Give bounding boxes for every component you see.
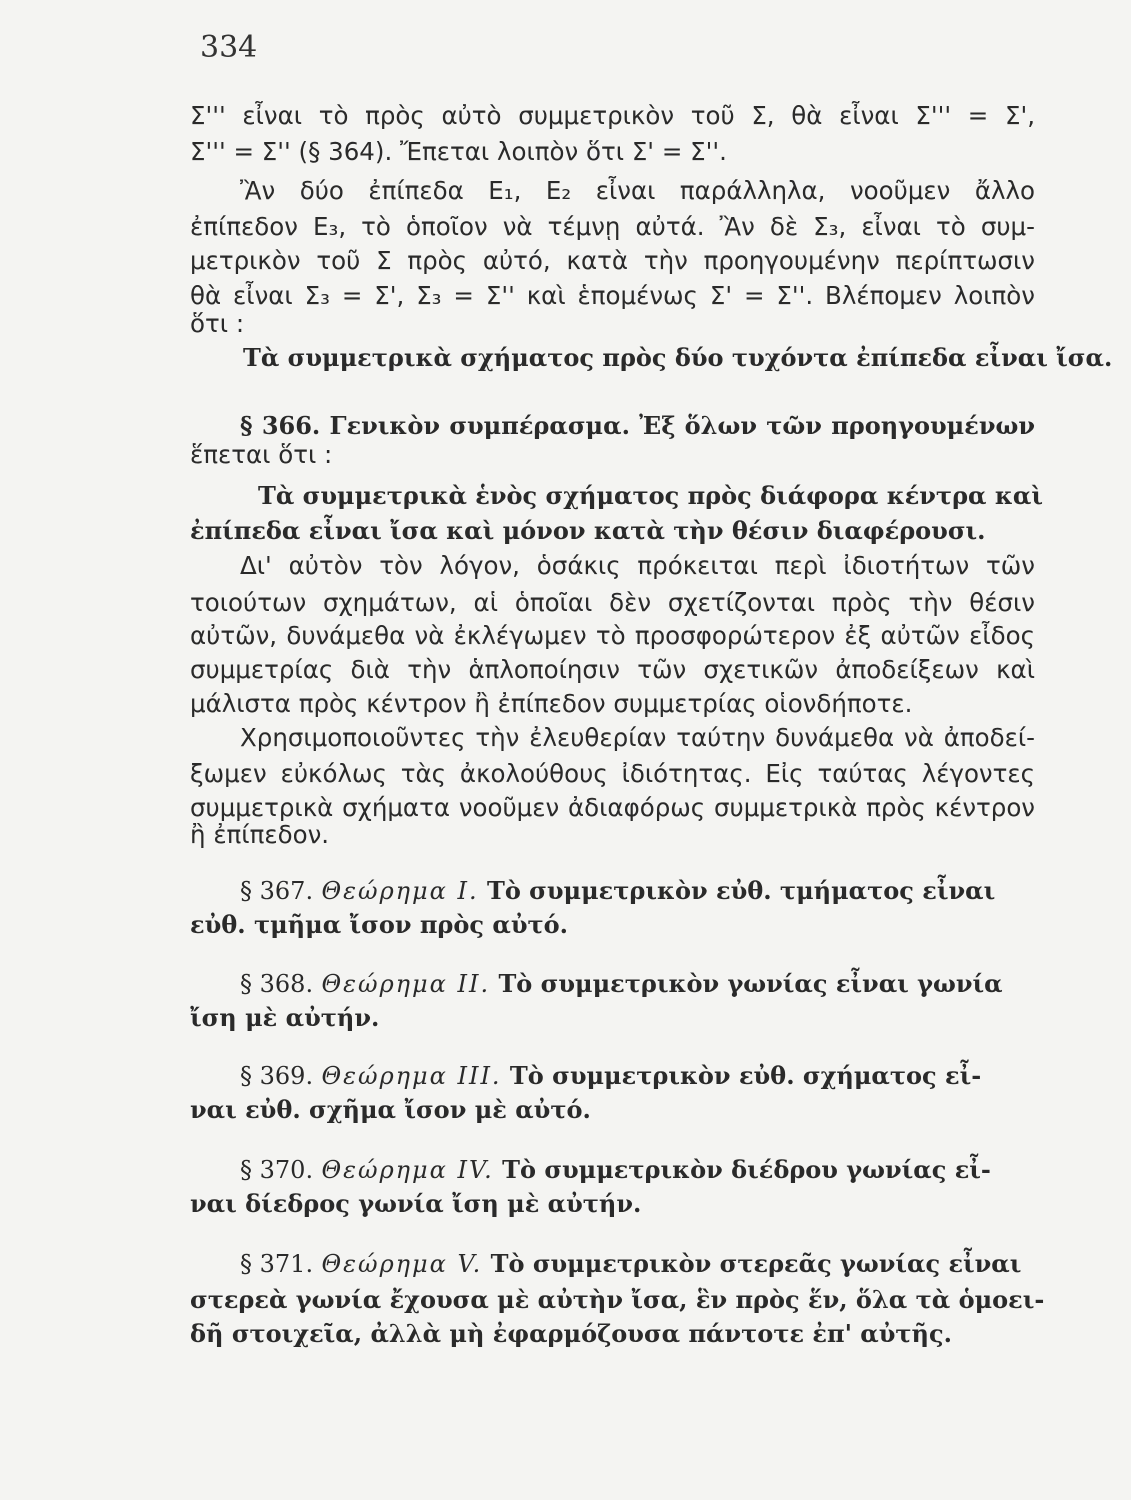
theorem-text: ναι εὐθ. σχῆμα ἴσον μὲ αὐτό. <box>190 1095 591 1124</box>
theorem-text: στερεὰ γωνία ἔχουσα μὲ αὐτὴν ἴσα, ἓν πρὸς ἕν, ὅλα τὰ ὁμοει- <box>190 1285 1045 1314</box>
theorem-text: εὐθ. τμῆμα ἴσον πρὸς αὐτό. <box>190 910 568 939</box>
theorem-371 <box>240 1246 1035 1282</box>
text-line: ξωμεν εὐκόλως τὰς ἀκολούθους ἰδιότητας. Εἰς ταύτας λέγοντες <box>190 759 1035 788</box>
theorem-number: § 369. <box>240 1062 314 1090</box>
text-line: ἕπεται ὅτι : <box>190 440 333 469</box>
theorem-number: § 370. <box>240 1156 314 1184</box>
text-line: Δι' αὐτὸν τὸν λόγον, ὁσάκις πρόκειται περὶ ἰδιοτήτων τῶν <box>240 551 1035 580</box>
text-line: ὅτι : <box>190 309 245 338</box>
theorem-369 <box>240 1058 1035 1094</box>
text-line: μετρικὸν τοῦ Σ πρὸς αὐτό, κατὰ τὴν προηγουμένην περίπτωσιν <box>190 246 1035 275</box>
theorem-text: Τὸ συμμετρικὸν διέδρου γωνίας εἶ- <box>502 1155 991 1184</box>
text-line: Σ''' εἶναι τὸ πρὸς αὐτὸ συμμετρικὸν τοῦ Σ, θὰ εἶναι Σ''' = Σ', <box>190 101 1035 130</box>
text-line: ἐπίπεδον E₃, τὸ ὁποῖον νὰ τέμνῃ αὐτά. Ἂν δὲ Σ₃, εἶναι τὸ συμ- <box>190 212 1035 241</box>
theorem-label: Θεώρημα II. <box>321 970 491 998</box>
section-heading-366: § 366. Γενικὸν συμπέρασμα. Ἐξ ὅλων τῶν προηγουμένων <box>240 411 1035 440</box>
theorem-statement: Τὰ συμμετρικὰ ἑνὸς σχήματος πρὸς διάφορα κέντρα καὶ <box>258 481 1043 510</box>
theorem-text: δῆ στοιχεῖα, ἀλλὰ μὴ ἐφαρμόζουσα πάντοτε ἐπ' αὐτῆς. <box>190 1319 952 1348</box>
text-line: Χρησιμοποιοῦντες τὴν ἐλευθερίαν ταύτην δυνάμεθα νὰ ἀποδεί- <box>240 723 1035 752</box>
theorem-367 <box>240 873 1035 909</box>
theorem-text: Τὸ συμμετρικὸν εὐθ. τμήματος εἶναι <box>486 876 996 905</box>
theorem-label: Θεώρημα V. <box>321 1250 483 1278</box>
theorem-number: § 367. <box>240 877 314 905</box>
text-line: θὰ εἶναι Σ₃ = Σ', Σ₃ = Σ'' καὶ ἑπομένως Σ' = Σ''. Βλέπομεν λοιπὸν <box>190 281 1035 310</box>
theorem-statement: ἐπίπεδα εἶναι ἴσα καὶ μόνον κατὰ τὴν θέσιν διαφέρουσι. <box>190 516 986 545</box>
text-line: συμμετρικὰ σχήματα νοοῦμεν ἀδιαφόρως συμμετρικὰ πρὸς κέντρον <box>190 793 1035 822</box>
theorem-text: ναι δίεδρος γωνία ἴση μὲ αὐτήν. <box>190 1189 642 1218</box>
theorem-statement: Τὰ συμμετρικὰ σχήματος πρὸς δύο τυχόντα ἐπίπεδα εἶναι ἴσα. <box>243 343 1113 372</box>
theorem-368 <box>240 966 1035 1002</box>
theorem-text: Τὸ συμμετρικὸν εὐθ. σχήματος εἶ- <box>509 1061 982 1090</box>
theorem-label: Θεώρημα III. <box>321 1062 502 1090</box>
text-line: συμμετρίας διὰ τὴν ἁπλοποίησιν τῶν σχετικῶν ἀποδείξεων καὶ <box>190 655 1035 684</box>
theorem-text: Τὸ συμμετρικὸν γωνίας εἶναι γωνία <box>498 969 1003 998</box>
text-line: αὐτῶν, δυνάμεθα νὰ ἐκλέγωμεν τὸ προσφορώτερον ἐξ αὐτῶν εἶδος <box>190 621 1035 650</box>
theorem-label: Θεώρημα IV. <box>321 1156 494 1184</box>
theorem-text: ἴση μὲ αὐτήν. <box>190 1003 380 1032</box>
text-line: μάλιστα πρὸς κέντρον ἢ ἐπίπεδον συμμετρίας οἱονδήποτε. <box>190 689 913 718</box>
theorem-label: Θεώρημα I. <box>321 877 479 905</box>
text-line: ἢ ἐπίπεδον. <box>190 820 330 849</box>
text-line: Ἂν δύο ἐπίπεδα E₁, E₂ εἶναι παράλληλα, νοοῦμεν ἄλλο <box>240 176 1035 205</box>
text-line: τοιούτων σχημάτων, αἱ ὁποῖαι δὲν σχετίζονται πρὸς τὴν θέσιν <box>190 588 1035 617</box>
text-line: Σ''' = Σ'' (§ 364). Ἔπεται λοιπὸν ὅτι Σ' = Σ''. <box>190 137 727 166</box>
page-number: 334 <box>200 30 258 65</box>
theorem-text: Τὸ συμμετρικὸν στερεᾶς γωνίας εἶναι <box>490 1249 1022 1278</box>
theorem-370 <box>240 1152 1035 1188</box>
theorem-number: § 371. <box>240 1250 314 1278</box>
theorem-number: § 368. <box>240 970 314 998</box>
